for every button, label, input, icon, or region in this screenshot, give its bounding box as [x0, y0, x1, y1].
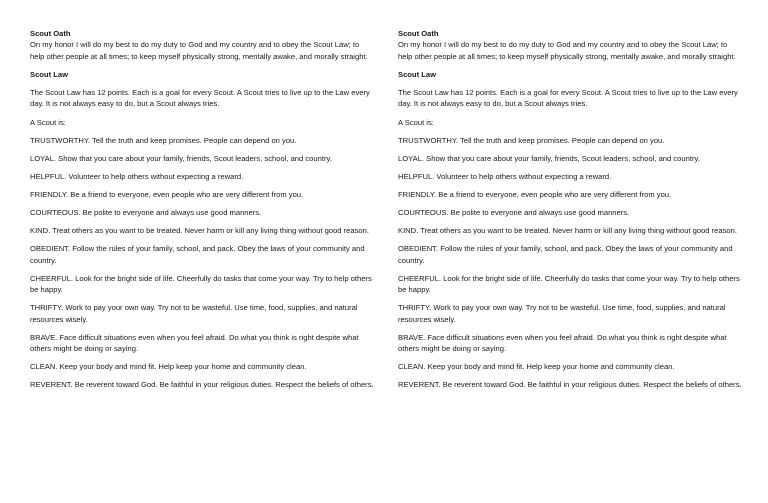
oath-text: On my honor I will do my best to do my duty to God and my country and to obey the Scout Law; to help other people at all times; to keep myself physically strong, mentally awake, and morally straight.: [30, 40, 368, 61]
law-term: OBEDIENT.: [398, 244, 439, 254]
law-point: [398, 189, 743, 200]
law-point: [398, 243, 743, 266]
law-point: [398, 225, 743, 236]
law-term: CHEERFUL.: [30, 273, 74, 283]
law-text: Be reverent toward God. Be faithful in your religious duties. Respect the beliefs of others.: [442, 380, 742, 390]
law-term: CLEAN.: [398, 362, 426, 372]
law-text: Tell the truth and keep promises. People can depend on you.: [92, 135, 297, 145]
law-text: Show that you care about your family, friends, Scout leaders, school, and country.: [58, 153, 332, 163]
law-point: [398, 332, 743, 355]
law-point: [398, 302, 743, 325]
oath-heading: Scout Oath: [30, 29, 71, 38]
law-point: [398, 273, 743, 296]
law-text: Keep your body and mind fit. Help keep your home and community clean.: [59, 362, 307, 372]
scout-is-label: A Scout is:: [398, 117, 434, 127]
law-point: [30, 332, 375, 355]
law-text: Be polite to everyone and always use good manners.: [450, 207, 630, 217]
scout-is-label: A Scout is:: [30, 117, 66, 127]
law-term: FRIENDLY.: [398, 189, 437, 199]
law-term: LOYAL.: [398, 153, 425, 163]
law-heading: Scout Law: [398, 69, 436, 79]
law-point: [398, 207, 743, 218]
law-text: Be a friend to everyone, even people who are very different from you.: [438, 189, 672, 199]
law-term: CLEAN.: [30, 362, 58, 372]
law-term: TRUSTWORTHY.: [30, 135, 91, 145]
law-point: [398, 153, 743, 164]
law-point: [30, 361, 375, 372]
law-point: [30, 379, 375, 390]
law-point: [398, 361, 743, 372]
law-term: REVERENT.: [398, 380, 441, 390]
law-text: Follow the rules of your family, school, and pack. Obey the laws of your community and country.: [398, 244, 733, 265]
law-term: REVERENT.: [30, 380, 73, 390]
law-intro: The Scout Law has 12 points. Each is a goal for every Scout. A Scout tries to live up to the Law every day. It is not always easy to do, but a Scout always tries.: [30, 88, 370, 109]
law-term: FRIENDLY.: [30, 189, 69, 199]
law-term: THRIFTY.: [30, 303, 64, 313]
scout-oath-section: [398, 28, 743, 62]
left-column: [30, 28, 375, 397]
law-text: Volunteer to help others without expecting a reward.: [436, 171, 612, 181]
law-text: Treat others as you want to be treated. Never harm or kill any living thing without good reason.: [52, 226, 369, 236]
law-point: [30, 273, 375, 296]
law-text: Follow the rules of your family, school, and pack. Obey the laws of your community and country.: [30, 244, 365, 265]
law-term: TRUSTWORTHY.: [398, 135, 459, 145]
law-point: [30, 153, 375, 164]
law-point: [398, 135, 743, 146]
law-text: Volunteer to help others without expecting a reward.: [68, 171, 244, 181]
right-column: [398, 28, 743, 397]
law-term: HELPFUL.: [30, 171, 67, 181]
law-term: KIND.: [30, 226, 51, 236]
law-text: Show that you care about your family, friends, Scout leaders, school, and country.: [426, 153, 700, 163]
scout-oath-section: [30, 28, 375, 62]
law-text: Look for the bright side of life. Cheerfully do tasks that come your way. Try to help others be happy.: [398, 273, 740, 295]
law-text: Face difficult situations even when you feel afraid. Do what you think is right despite what others might be doing or saying.: [398, 332, 727, 354]
law-text: Tell the truth and keep promises. People can depend on you.: [460, 135, 665, 145]
law-text: Be polite to everyone and always use good manners.: [82, 207, 262, 217]
law-point: [30, 243, 375, 266]
law-text: Keep your body and mind fit. Help keep your home and community clean.: [427, 362, 675, 372]
law-text: Work to pay your own way. Try not to be wasteful. Use time, food, supplies, and natural resources wisely.: [398, 303, 726, 324]
law-term: COURTEOUS.: [30, 207, 81, 217]
law-term: BRAVE.: [30, 332, 58, 342]
oath-text: On my honor I will do my best to do my duty to God and my country and to obey the Scout Law; to help other people at all times; to keep myself physically strong, mentally awake, and morally straight.: [398, 40, 736, 61]
law-point: [30, 135, 375, 146]
law-point: [398, 379, 743, 390]
oath-heading: Scout Oath: [398, 29, 439, 38]
law-text: Be a friend to everyone, even people who are very different from you.: [70, 189, 304, 199]
law-term: THRIFTY.: [398, 303, 432, 313]
law-term: COURTEOUS.: [398, 207, 449, 217]
law-intro: The Scout Law has 12 points. Each is a goal for every Scout. A Scout tries to live up to the Law every day. It is not always easy to do, but a Scout always tries.: [398, 88, 738, 109]
law-text: Be reverent toward God. Be faithful in your religious duties. Respect the beliefs of others.: [74, 380, 374, 390]
law-term: LOYAL.: [30, 153, 57, 163]
law-point: [30, 189, 375, 200]
law-text: Look for the bright side of life. Cheerfully do tasks that come your way. Try to help others be happy.: [30, 273, 372, 295]
law-point: [30, 302, 375, 325]
law-point: [398, 171, 743, 182]
law-heading: Scout Law: [30, 69, 68, 79]
law-point: [30, 207, 375, 218]
law-term: OBEDIENT.: [30, 244, 71, 254]
law-term: KIND.: [398, 226, 419, 236]
law-point: [30, 171, 375, 182]
law-point: [30, 225, 375, 236]
law-term: HELPFUL.: [398, 171, 435, 181]
law-text: Work to pay your own way. Try not to be wasteful. Use time, food, supplies, and natural resources wisely.: [30, 303, 358, 324]
law-text: Treat others as you want to be treated. Never harm or kill any living thing without good reason.: [420, 226, 737, 236]
law-term: CHEERFUL.: [398, 273, 442, 283]
law-term: BRAVE.: [398, 332, 426, 342]
law-text: Face difficult situations even when you feel afraid. Do what you think is right despite what others might be doing or saying.: [30, 332, 359, 354]
